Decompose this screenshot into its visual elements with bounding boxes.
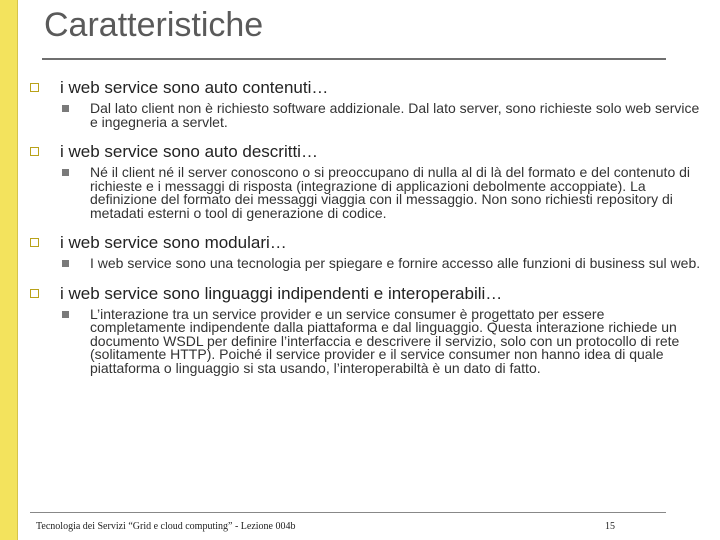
sub-bullet-item-4-text: L’interazione tra un service provider e un service consumer è progettato per essere completamente indipendente dalla piattaforma e dal linguaggio. Questa interazione richiede un documento WSDL per definire l’interfaccia e descrivere il servizio, solo con un protocollo di rete (solitamente HTTP). Poiché il service provider e il service consumer non hanno idea di quale piattaforma o linguaggio si sta usando, l’interoperabiltà è un dato di fatto. — [90, 305, 680, 376]
footer-divider — [30, 512, 666, 513]
title-divider — [42, 58, 666, 60]
bullet-item-3 — [30, 233, 702, 253]
bullet-item-2 — [30, 142, 702, 162]
bullet-item-2-text: i web service sono auto descritti… — [60, 142, 318, 161]
bullet-item-1-text: i web service sono auto contenuti… — [60, 78, 329, 97]
sub-bullet-item-4 — [30, 305, 702, 376]
filled-square-bullet-icon — [62, 105, 69, 112]
sub-bullet-item-3 — [30, 257, 702, 271]
sub-bullet-item-1-text: Dal lato client non è richiesto software addizionale. Dal lato server, sono richieste solo web service e ingegneria a servlet. — [90, 100, 700, 130]
square-bullet-icon — [30, 147, 39, 156]
bullet-item-3-text: i web service sono modulari… — [60, 233, 287, 252]
filled-square-bullet-icon — [62, 260, 69, 267]
square-bullet-icon — [30, 289, 39, 298]
filled-square-bullet-icon — [62, 311, 69, 318]
bullet-item-1 — [30, 78, 702, 98]
filled-square-bullet-icon — [62, 169, 69, 176]
square-bullet-icon — [30, 83, 39, 92]
slide-content — [30, 78, 702, 388]
square-bullet-icon — [30, 238, 39, 247]
slide-title: Caratteristiche — [44, 6, 264, 44]
footer-text: Tecnologia dei Servizi “Grid e cloud computing” - Lezione 004b — [36, 521, 296, 532]
sub-bullet-item-1 — [30, 102, 702, 129]
bullet-item-4 — [30, 284, 702, 304]
sub-bullet-item-3-text: I web service sono una tecnologia per spiegare e fornire accesso alle funzioni di business sul web. — [90, 255, 701, 271]
page-number: 15 — [605, 521, 615, 532]
bullet-item-4-text: i web service sono linguaggi indipendenti e interoperabili… — [60, 283, 503, 303]
left-accent-bar — [0, 0, 18, 540]
sub-bullet-item-2 — [30, 166, 702, 220]
sub-bullet-item-2-text: Né il client né il server conoscono o si preoccupano di nulla al di là del formato e del contenuto di richieste e i messaggi di risposta (integrazione di applicazioni debolmente accoppiate). La definizione del formato dei messaggi viaggia con il messaggio. Non sono richiesti repository di metadati esterni o tool di generazione di codice. — [90, 164, 691, 221]
